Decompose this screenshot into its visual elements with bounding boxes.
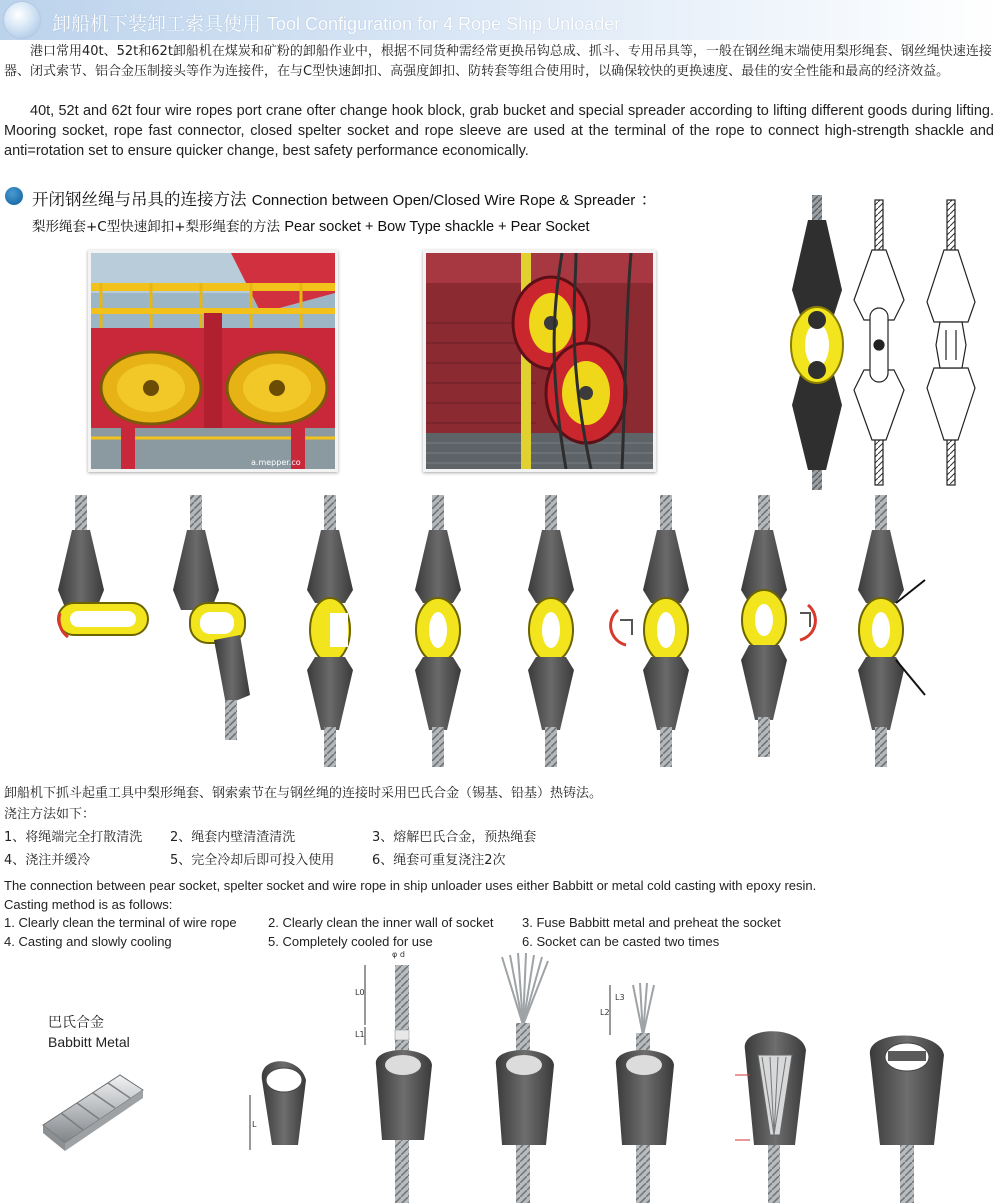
page-title bbox=[52, 9, 620, 36]
dim-label-phi: φ d bbox=[392, 950, 405, 959]
casting-step-cn-5: 5、完全冷却后即可投入使用 bbox=[170, 853, 335, 868]
dim-label-l1: L1 bbox=[355, 1030, 365, 1039]
casting-step-cn-1: 1、将绳端完全打散清洗 bbox=[4, 830, 143, 845]
casting-label-cn: 浇注方法如下： bbox=[4, 807, 96, 822]
casting-step-cn-6: 6、绳套可重复浇注2次 bbox=[372, 853, 506, 868]
page-title-cn: 卸船机下装卸工索具使用 bbox=[52, 13, 262, 35]
assembly-step-3 bbox=[307, 495, 353, 767]
assembly-step-6 bbox=[611, 495, 689, 767]
section-title bbox=[32, 186, 657, 210]
casting-diagram-partial-broom bbox=[600, 983, 674, 1203]
socket-outline-drawing-front bbox=[854, 200, 904, 485]
crane-winch-illustration bbox=[91, 253, 335, 469]
section-title-en: Connection between Open/Closed Wire Rope & Spreader bbox=[251, 192, 636, 209]
section-title-colon: ： bbox=[640, 190, 658, 209]
section-subtitle-en: Pear socket + Bow Type shackle + Pear Socket bbox=[284, 219, 590, 235]
babbitt-label-cn: 巴氏合金 bbox=[48, 1015, 104, 1031]
sheave-photo bbox=[423, 250, 656, 472]
casting-label-en: Casting method is as follows: bbox=[4, 897, 173, 912]
dim-label-l3: L3 bbox=[615, 993, 625, 1002]
casting-step-en-4: 4. Casting and slowly cooling bbox=[4, 934, 172, 949]
assembly-step-1 bbox=[58, 495, 148, 637]
casting-step-en-5: 5. Completely cooled for use bbox=[268, 934, 433, 949]
casting-step-en-3: 3. Fuse Babbitt metal and preheat the socket bbox=[522, 915, 781, 930]
intro-paragraph-en: 40t, 52t and 62t four wire ropes port crane ofter change hook block, grab bucket and special spreader according to lifting different goods during lifting. Mooring socket, rope fast connector, closed spelter socket and rope sleeve are used at the terminal of the rope to connect high-strength shackle and anti=rotation set to ensure quicker change, best safety performance economically. bbox=[4, 103, 994, 159]
dim-label-l0: L0 bbox=[355, 988, 365, 997]
page-title-en: Tool Configuration for 4 Rope Ship Unloader bbox=[267, 14, 621, 34]
sheave-illustration bbox=[426, 253, 653, 469]
assembly-step-5 bbox=[528, 495, 574, 767]
section-subtitle bbox=[32, 215, 590, 235]
casting-diagram-cutaway bbox=[735, 1031, 806, 1203]
intro-paragraph-cn: 港口常用40t、52t和62t卸船机在煤炭和矿粉的卸船作业中，根据不同货种需经常更换吊钩总成、抓斗、专用吊具等，一般在钢丝绳末端使用梨形绳套、钢丝绳快速连接器、闭式索节、铝合金压制接头等作为连接件，在与C型快速卸扣、高强度卸扣、防转套等组合使用时，以确保较快的更换速度、最佳的安全性能和最高的经济效益。 bbox=[4, 44, 992, 79]
dim-label-l: L bbox=[252, 1120, 257, 1129]
casting-step-en-2: 2. Clearly clean the inner wall of socket bbox=[268, 915, 494, 930]
assembly-sequence bbox=[40, 495, 960, 770]
assembly-step-4 bbox=[415, 495, 461, 767]
casting-diagram-finished bbox=[870, 1036, 944, 1204]
casting-diagram-broomed-rope bbox=[496, 953, 554, 1203]
assembled-socket-3d bbox=[791, 195, 843, 490]
casting-step-en-1: 1. Clearly clean the terminal of wire rope bbox=[4, 915, 237, 930]
casting-diagram-rope-insert bbox=[355, 950, 432, 1203]
section-bullet-icon bbox=[5, 187, 23, 205]
casting-step-cn-3: 3、熔解巴氏合金，预热绳套 bbox=[372, 830, 537, 845]
assembly-step-8 bbox=[858, 495, 925, 767]
crane-winch-photo bbox=[88, 250, 338, 472]
casting-diagram-empty-socket bbox=[250, 1061, 306, 1150]
header-circle-icon bbox=[4, 2, 40, 38]
socket-outline-drawing-side bbox=[927, 200, 975, 485]
assembly-step-7 bbox=[741, 495, 815, 757]
photo-watermark: a.mepper.co bbox=[251, 458, 301, 467]
casting-step-cn-2: 2、绳套内壁清渣清洗 bbox=[170, 830, 296, 845]
casting-intro-cn: 卸船机下抓斗起重工具中梨形绳套、钢索索节在与钢丝绳的连接时采用巴氏合金（锡基、铅基）热铸法。 bbox=[4, 786, 603, 801]
section-subtitle-cn: 梨形绳套+C型快速卸扣+梨形绳套的方法 bbox=[32, 219, 281, 235]
casting-process-diagrams bbox=[240, 945, 980, 1203]
casting-intro-en: The connection between pear socket, spelter socket and wire rope in ship unloader uses either Babbitt or metal cold casting with epoxy resin. bbox=[4, 878, 817, 893]
casting-step-en-6: 6. Socket can be casted two times bbox=[522, 934, 720, 949]
babbitt-label-en: Babbitt Metal bbox=[48, 1034, 130, 1050]
socket-line-drawings bbox=[770, 190, 995, 495]
dim-label-l2: L2 bbox=[600, 1008, 610, 1017]
assembly-step-2 bbox=[173, 495, 250, 740]
babbitt-ingot-image bbox=[35, 1055, 150, 1155]
section-title-cn: 开闭钢丝绳与吊具的连接方法 bbox=[32, 190, 247, 209]
casting-step-cn-4: 4、浇注并缓冷 bbox=[4, 853, 91, 868]
